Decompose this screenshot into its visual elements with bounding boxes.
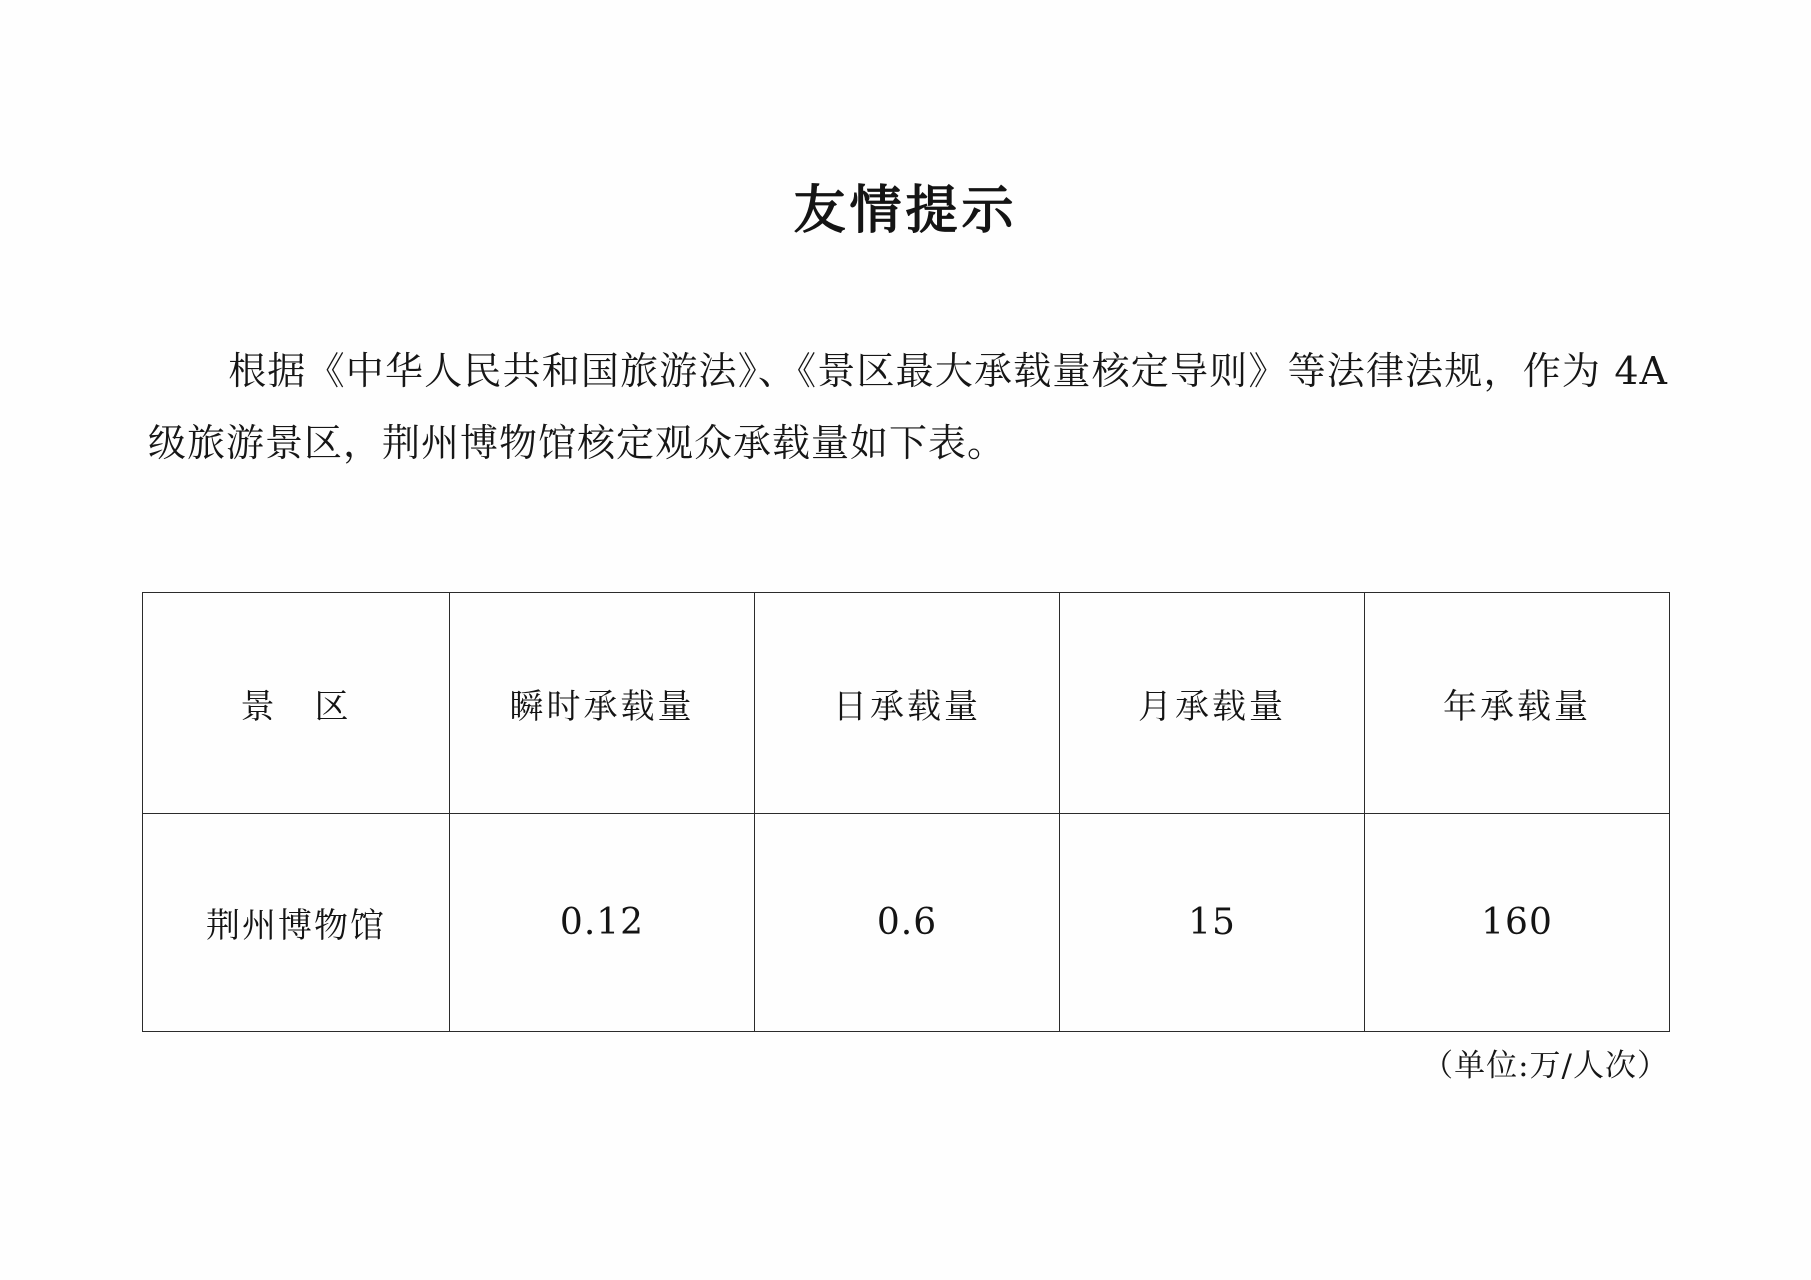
paragraph-text: 根据《中华人民共和国旅游法》、《景区最大承载量核定导则》等法律法规，作为 4A 级旅游景区，荆州博物馆核定观众承载量如下表。	[148, 349, 1668, 465]
notice-paragraph	[148, 335, 1668, 479]
header-cell-scenic-area: 景 区	[143, 593, 450, 814]
cell-daily-capacity: 0.6	[755, 814, 1060, 1032]
cell-monthly-capacity: 15	[1060, 814, 1365, 1032]
header-cell-daily-capacity: 日承载量	[755, 593, 1060, 814]
table-header	[143, 593, 1670, 814]
page-title: 友情提示	[793, 180, 1018, 241]
header-cell-monthly-capacity: 月承载量	[1060, 593, 1365, 814]
cell-yearly-capacity: 160	[1365, 814, 1670, 1032]
table-row	[143, 814, 1670, 1032]
cell-scenic-area: 荆州博物馆	[143, 814, 450, 1032]
capacity-table-wrapper	[142, 592, 1669, 1032]
capacity-table	[142, 592, 1670, 1032]
header-cell-yearly-capacity: 年承载量	[1365, 593, 1670, 814]
table-body	[143, 814, 1670, 1032]
cell-instant-capacity: 0.12	[450, 814, 755, 1032]
header-cell-instant-capacity: 瞬时承载量	[450, 593, 755, 814]
table-header-row	[143, 593, 1670, 814]
unit-note: （单位:万/人次）	[1422, 1048, 1669, 1084]
